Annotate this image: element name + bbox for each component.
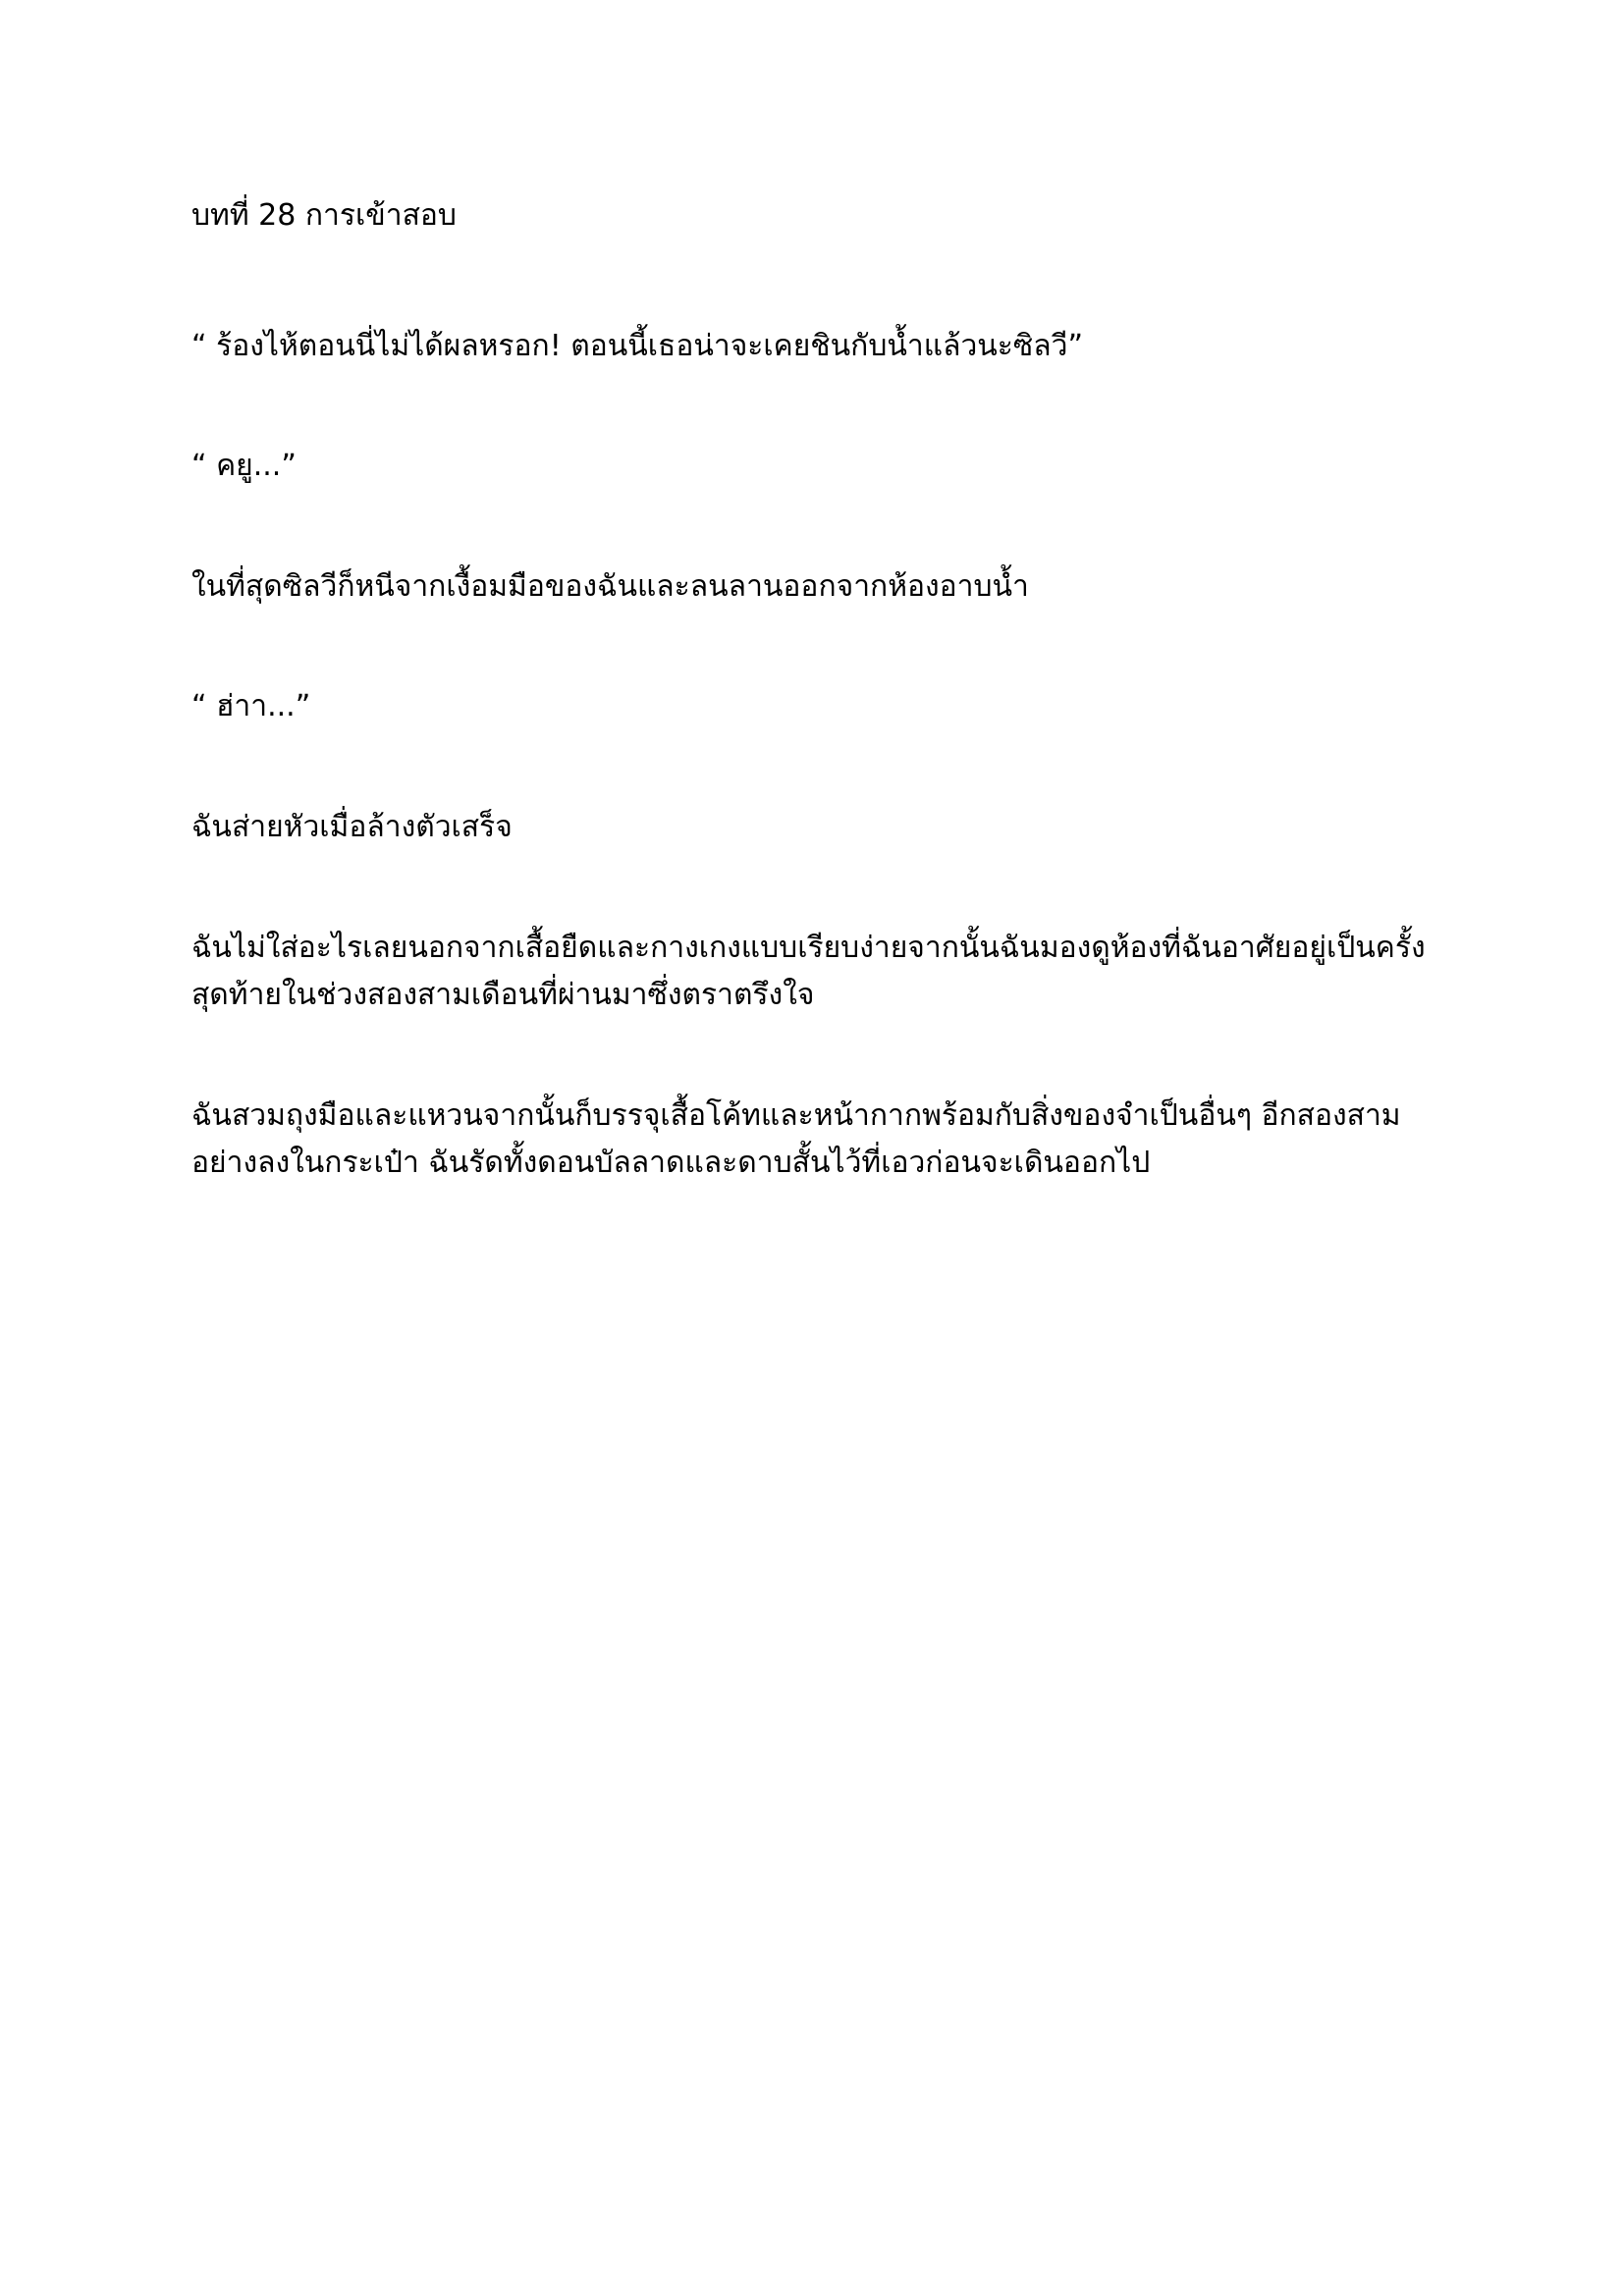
narration-line-3: ฉันไม่ใส่อะไรเลยนอกจากเสื้อยืดและกางเกงแบบเรียบง่ายจากนั้นฉันมองดูห้องที่ฉันอาศัยอยู่เป็นครั้งสุดท้ายในช่วงสองสามเดือนที่ผ่านมาซึ่งตราตรึงใจ [191, 930, 1426, 1013]
narration-line-1: ในที่สุดซิลวีก็หนีจากเงื้อมมือของฉันและลนลานออกจากห้องอาบน้ำ [191, 568, 1029, 604]
dialogue-line-3: “ ฮ่าา...” [191, 689, 311, 724]
narration-line-4: ฉันสวมถุงมือและแหวนจากนั้นก็บรรจุเสื้อโค้ทและหน้ากากพร้อมกับสิ่งของจำเป็นอื่นๆ อีกสองสามอย่างลงในกระเป๋า ฉันรัดทั้งดอนบัลลาดและดาบสั้นไว้ที่เอวก่อนจะเดินออกไป [191, 1097, 1401, 1181]
dialogue-line-1: “ ร้องไห้ตอนนี่ไม่ได้ผลหรอก! ตอนนี้เธอน่าจะเคยชินกับน้ำแล้วนะซิลวี” [191, 328, 1084, 363]
narration-line-2: ฉันส่ายหัวเมื่อล้างตัวเสร็จ [191, 809, 513, 844]
dialogue-line-2: “ คยู...” [191, 449, 297, 484]
document-body [191, 192, 1434, 1188]
chapter-heading: บทที่ 28 การเข้าสอบ [191, 198, 457, 233]
